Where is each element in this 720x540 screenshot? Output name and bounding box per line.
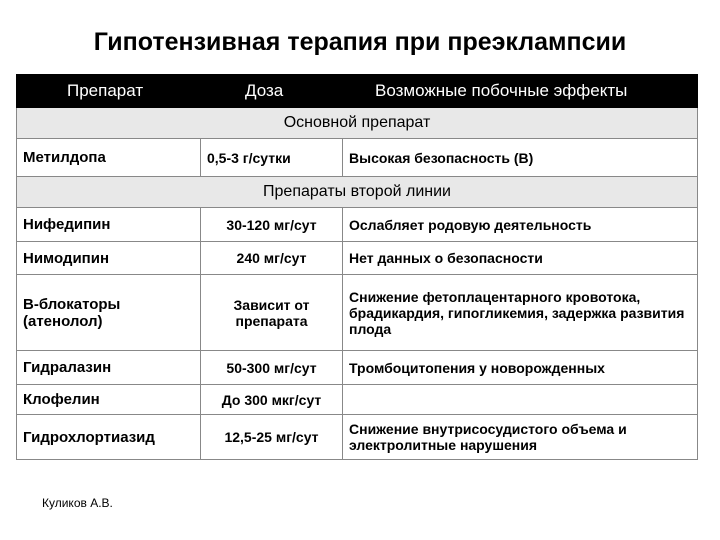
effects-cell: Высокая безопасность (В) — [343, 139, 698, 177]
table-row — [17, 208, 698, 242]
dose-cell: Зависит от препарата — [201, 275, 343, 351]
header-dose: Доза — [201, 75, 343, 108]
drug-cell: Гидралазин — [17, 351, 201, 385]
table-row — [17, 351, 698, 385]
dose-cell: 30-120 мг/сут — [201, 208, 343, 242]
dose-cell: 12,5-25 мг/сут — [201, 415, 343, 460]
table-header-row — [17, 75, 698, 108]
author-footer: Куликов А.В. — [42, 496, 113, 510]
dose-cell: 0,5-3 г/сутки — [201, 139, 343, 177]
table-row — [17, 242, 698, 275]
header-effects: Возможные побочные эффекты — [343, 75, 698, 108]
page-title: Гипотензивная терапия при преэклампсии — [93, 28, 627, 56]
table-row — [17, 275, 698, 351]
dose-cell: 50-300 мг/сут — [201, 351, 343, 385]
drug-cell: Нифедипин — [17, 208, 201, 242]
drug-cell: Клофелин — [17, 385, 201, 415]
drug-cell: Гидрохлортиазид — [17, 415, 201, 460]
therapy-table — [16, 74, 698, 460]
dose-cell: До 300 мкг/сут — [201, 385, 343, 415]
drug-cell: Метилдопа — [17, 139, 201, 177]
effects-cell: Тромбоцитопения у новорожденных — [343, 351, 698, 385]
table-row — [17, 385, 698, 415]
section-main-row — [17, 108, 698, 139]
drug-cell: Нимодипин — [17, 242, 201, 275]
section-second-label: Препараты второй линии — [17, 177, 698, 208]
effects-cell: Нет данных о безопасности — [343, 242, 698, 275]
section-main-label: Основной препарат — [17, 108, 698, 139]
drug-cell: В-блокаторы (атенолол) — [17, 275, 201, 351]
effects-cell: Снижение фетоплацентарного кровотока, брадикардия, гипогликемия, задержка развития плода — [343, 275, 698, 351]
dose-cell: 240 мг/сут — [201, 242, 343, 275]
effects-cell — [343, 385, 698, 415]
section-second-row — [17, 177, 698, 208]
table-row — [17, 139, 698, 177]
effects-cell: Ослабляет родовую деятельность — [343, 208, 698, 242]
header-drug: Препарат — [17, 75, 201, 108]
effects-cell: Снижение внутрисосудистого объема и электролитные нарушения — [343, 415, 698, 460]
table-row — [17, 415, 698, 460]
